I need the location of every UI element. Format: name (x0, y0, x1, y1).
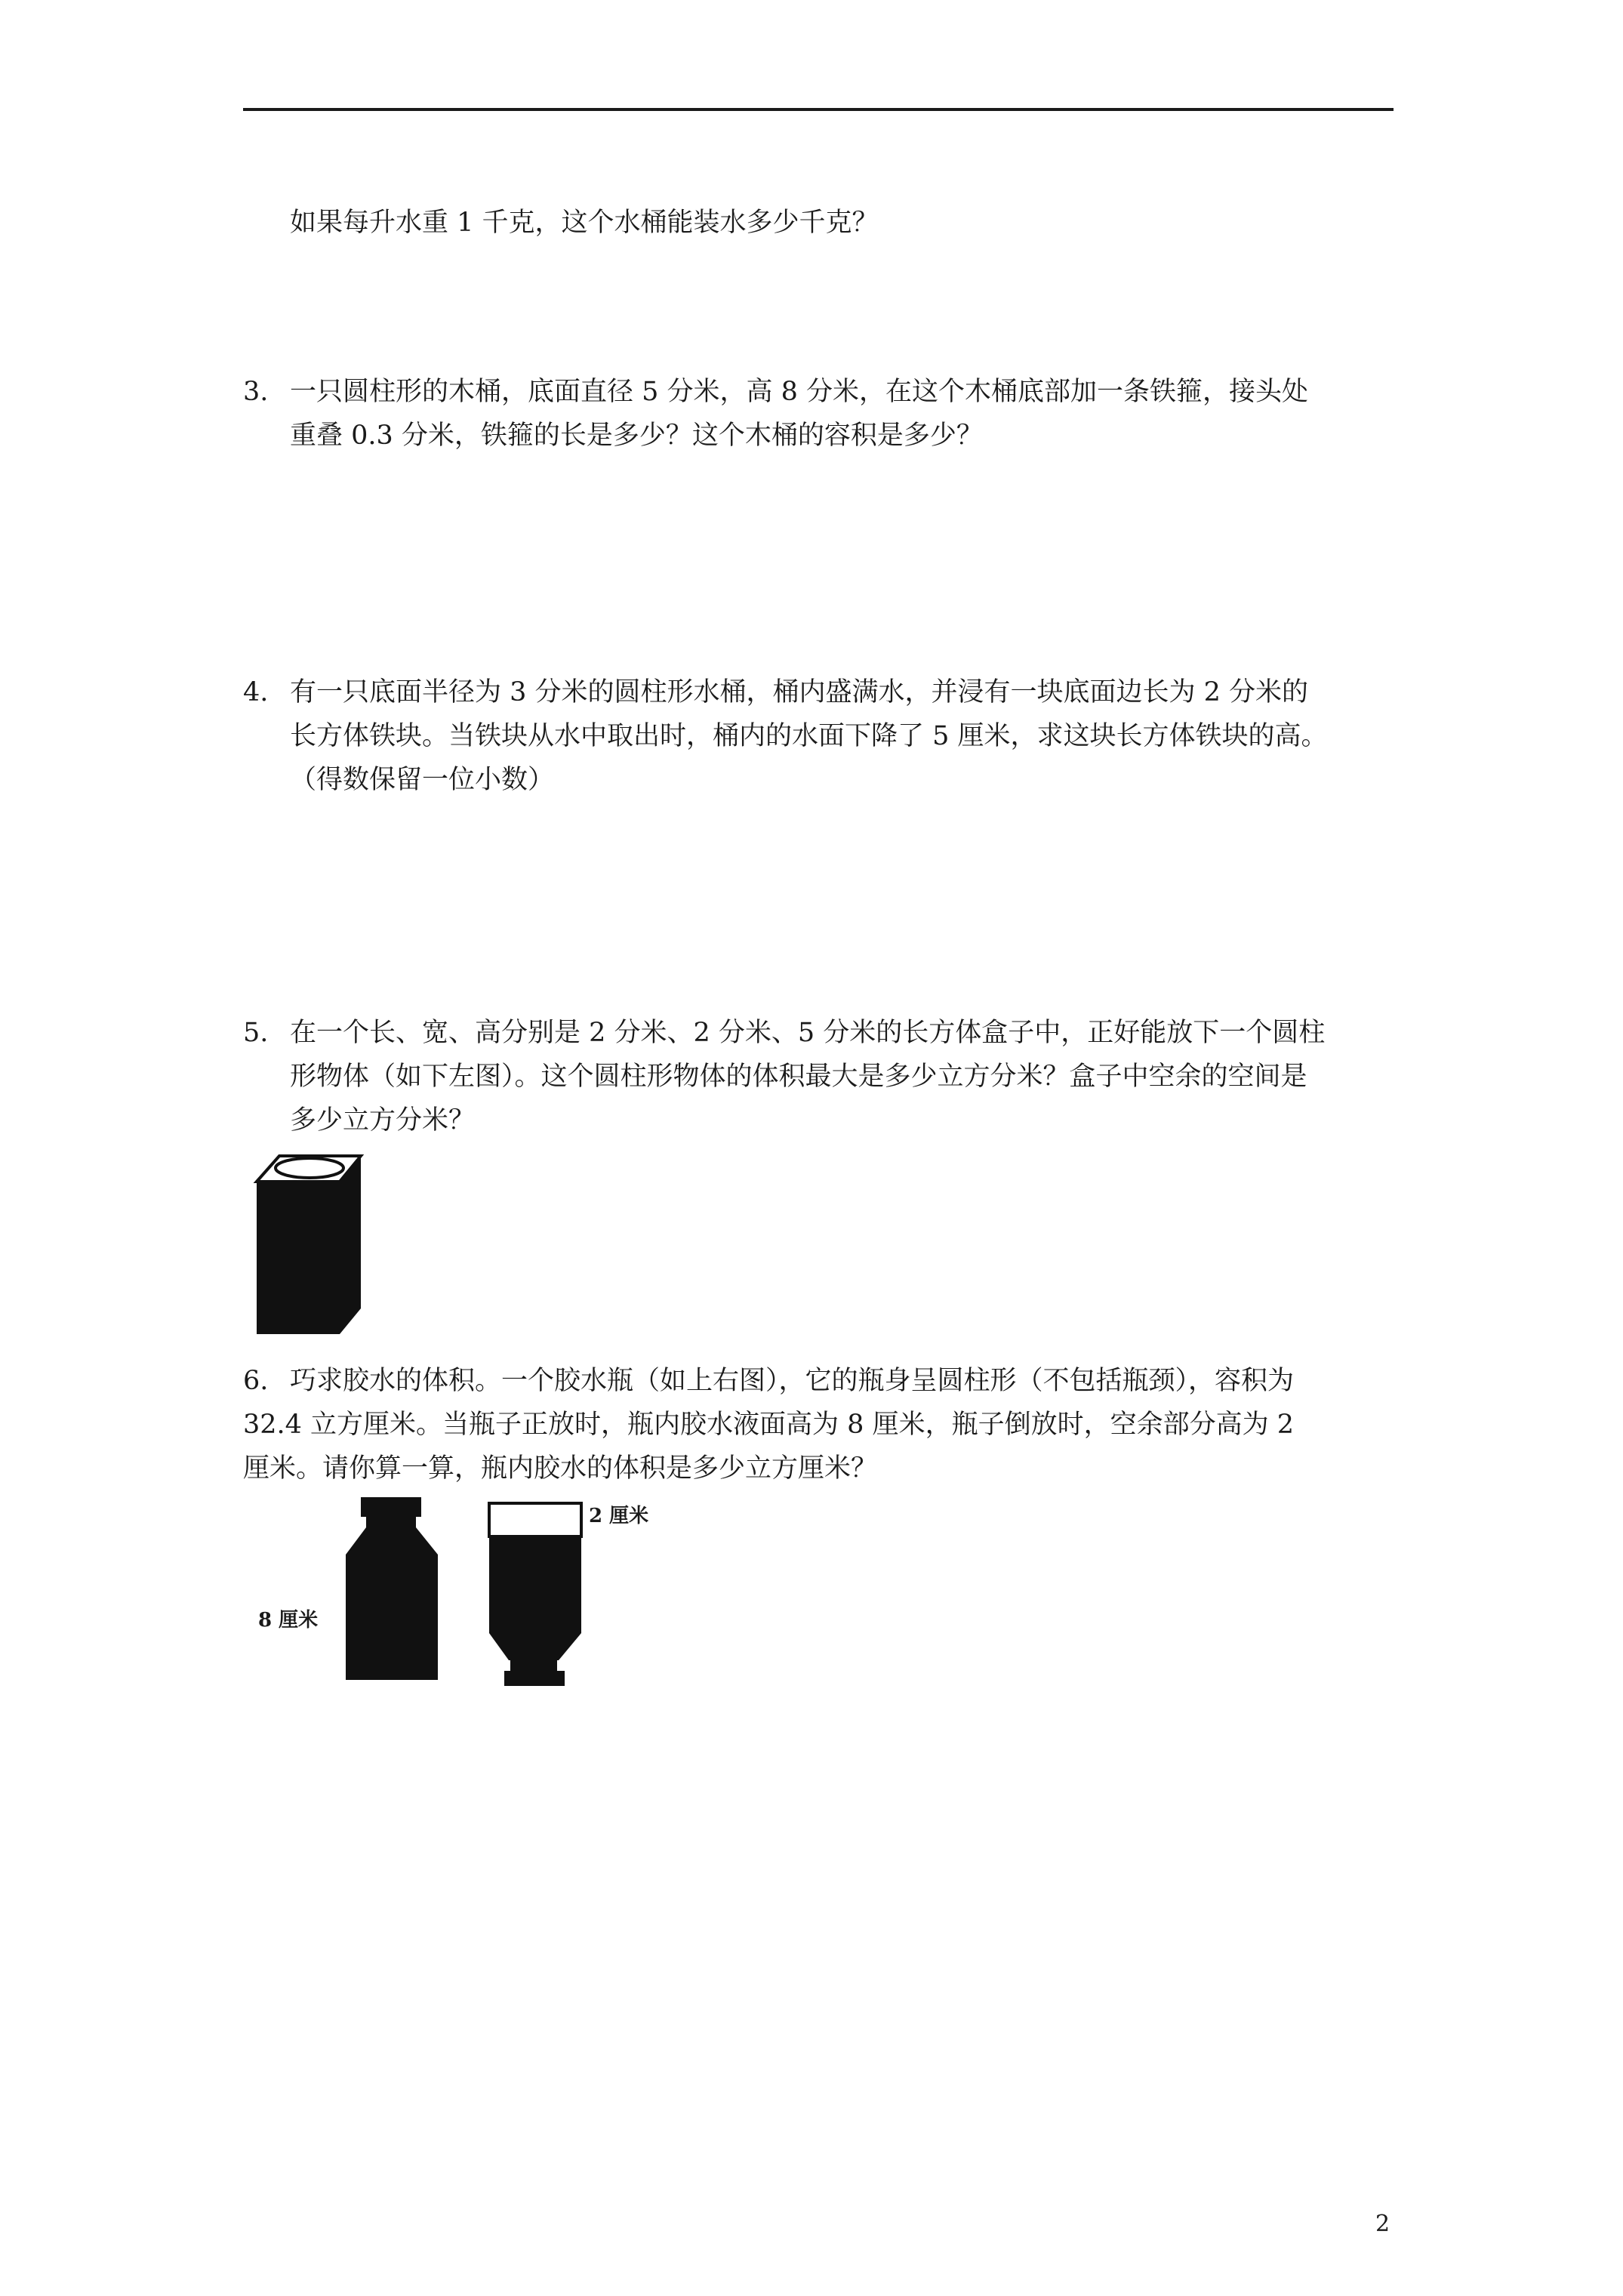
question-line: 长方体铁块。当铁块从水中取出时，桶内的水面下降了 5 厘米，求这块长方体铁块的高。 (290, 721, 1328, 751)
question-number: 5. (243, 1018, 269, 1048)
question-number: 6. (243, 1366, 269, 1396)
inverted-bottle (489, 1503, 581, 1686)
question-line: 在一个长、宽、高分别是 2 分米、2 分米、5 分米的长方体盒子中，正好能放下一个圆柱 (290, 1018, 1326, 1048)
question-number: 4. (243, 677, 269, 707)
box-with-cylinder-figure (249, 1151, 370, 1340)
question-text (290, 670, 1392, 802)
inverted-empty-height-label: 2 厘米 (589, 1505, 649, 1527)
question-line: 形物体（如下左图）。这个圆柱形物体的体积最大是多少立方分米？盒子中空余的空间是 (290, 1062, 1307, 1092)
question-text (290, 370, 1392, 458)
continuation-text: 如果每升水重 1 千克，这个水桶能装水多少千克？ (290, 208, 879, 238)
header-rule (243, 108, 1394, 111)
page-number: 2 (1375, 2211, 1390, 2237)
question-line: 巧求胶水的体积。一个胶水瓶（如上右图），它的瓶身呈圆柱形（不包括瓶颈），容积为 (290, 1366, 1295, 1396)
upright-height-label: 8 厘米 (258, 1609, 319, 1632)
question-number: 3. (243, 377, 269, 407)
question-text-continued (243, 1403, 1394, 1490)
upright-bottle (346, 1497, 438, 1680)
question-line: 一只圆柱形的木桶，底面直径 5 分米，高 8 分米，在这个木桶底部加一条铁箍，接头处 (290, 377, 1309, 407)
question-text (290, 1011, 1392, 1142)
question-line: 重叠 0.3 分米，铁箍的长是多少？这个木桶的容积是多少？ (290, 421, 983, 451)
question-line: 有一只底面半径为 3 分米的圆柱形水桶，桶内盛满水，并浸有一块底面边长为 2 分米的 (290, 677, 1309, 707)
question-line: 多少立方分米？ (290, 1105, 476, 1136)
question-line: 厘米。请你算一算，瓶内胶水的体积是多少立方厘米？ (243, 1453, 878, 1484)
question-line: （得数保留一位小数） (290, 765, 555, 795)
question-line: 32.4 立方厘米。当瓶子正放时，瓶内胶水液面高为 8 厘米，瓶子倒放时，空余部分高为 2 (243, 1410, 1294, 1440)
question-text (290, 1359, 1392, 1403)
glue-bottles-figure (249, 1491, 702, 1695)
